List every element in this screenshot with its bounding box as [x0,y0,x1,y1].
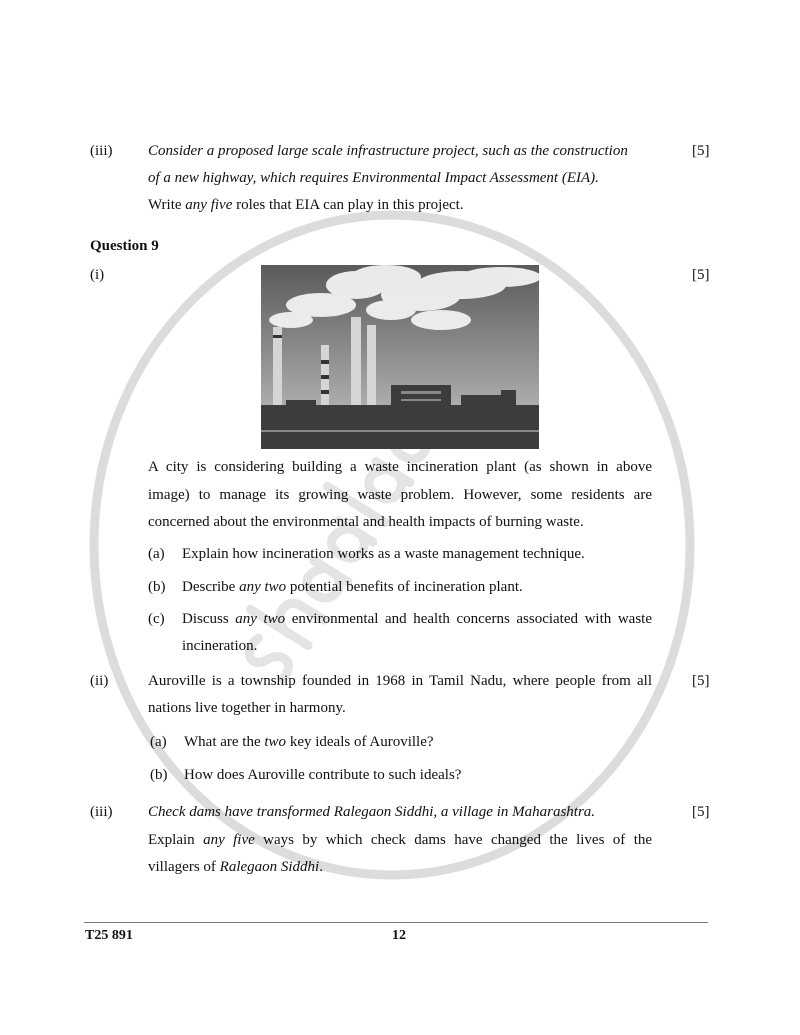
text: Describe [182,579,240,595]
text: Ralegaon Siddhi [219,859,320,875]
sub-question-cont: incineration. [182,638,258,654]
sub-label: (c) [148,611,165,627]
text: two [264,734,287,750]
question-number: (ii) [90,673,109,689]
marks: [5] [692,267,710,283]
marks: [5] [692,804,710,820]
paper-code: T25 891 [85,928,133,943]
paragraph-line: image) to manage its growing waste problem. However, some residents are [148,487,652,503]
text: environmental and health concerns associated with waste [285,611,652,627]
text: . [319,859,323,875]
text: any five [185,197,233,213]
page-number: 12 [392,928,406,943]
footer-divider [84,922,708,923]
text: Explain [148,832,204,848]
marks: [5] [692,143,710,159]
question-text [148,803,595,821]
question-text [148,831,652,849]
text: What are the [184,734,265,750]
sub-label: (a) [150,734,167,750]
paragraph-line: A city is considering building a waste incineration plant (as shown in above [148,459,652,475]
text: any five [203,832,255,848]
sub-question [182,610,652,628]
text: Check dams have transformed Ralegaon Siddhi, a village in Maharashtra. [148,804,596,820]
sub-label: (b) [150,767,168,783]
question-text [148,142,652,160]
question-heading: Question 9 [90,238,159,254]
text-line: of a new highway, which requires Environmental Impact Assessment (EIA). [148,170,599,186]
sub-label: (b) [148,579,166,595]
text-line: Consider a proposed large scale infrastructure project, such as the construction [148,143,628,159]
text: villagers of [148,859,220,875]
question-number: (i) [90,267,105,283]
sub-question [182,578,523,596]
text: potential benefits of incineration plant. [286,579,523,595]
question-number: (iii) [90,804,113,820]
paragraph-line: nations live together in harmony. [148,700,346,716]
text: ways by which check dams have changed the lives of the [254,832,653,848]
text: Discuss [182,611,236,627]
paragraph-line: concerned about the environmental and health impacts of burning waste. [148,514,584,530]
text: any two [239,579,287,595]
question-text [148,196,464,214]
question-number: (iii) [90,143,113,159]
question-text [148,169,599,187]
incineration-plant-image [261,265,539,449]
text: key ideals of Auroville? [286,734,434,750]
text: any two [235,611,286,627]
sub-question: Explain how incineration works as a waste management technique. [182,546,585,562]
sub-label: (a) [148,546,165,562]
text: Write [148,197,186,213]
question-text [148,858,323,876]
text: roles that EIA can play in this project. [232,197,464,213]
sub-question [184,733,434,751]
marks: [5] [692,673,710,689]
paragraph-line: Auroville is a township founded in 1968 in Tamil Nadu, where people from all [148,673,652,689]
sub-question: How does Auroville contribute to such ideals? [184,767,462,783]
